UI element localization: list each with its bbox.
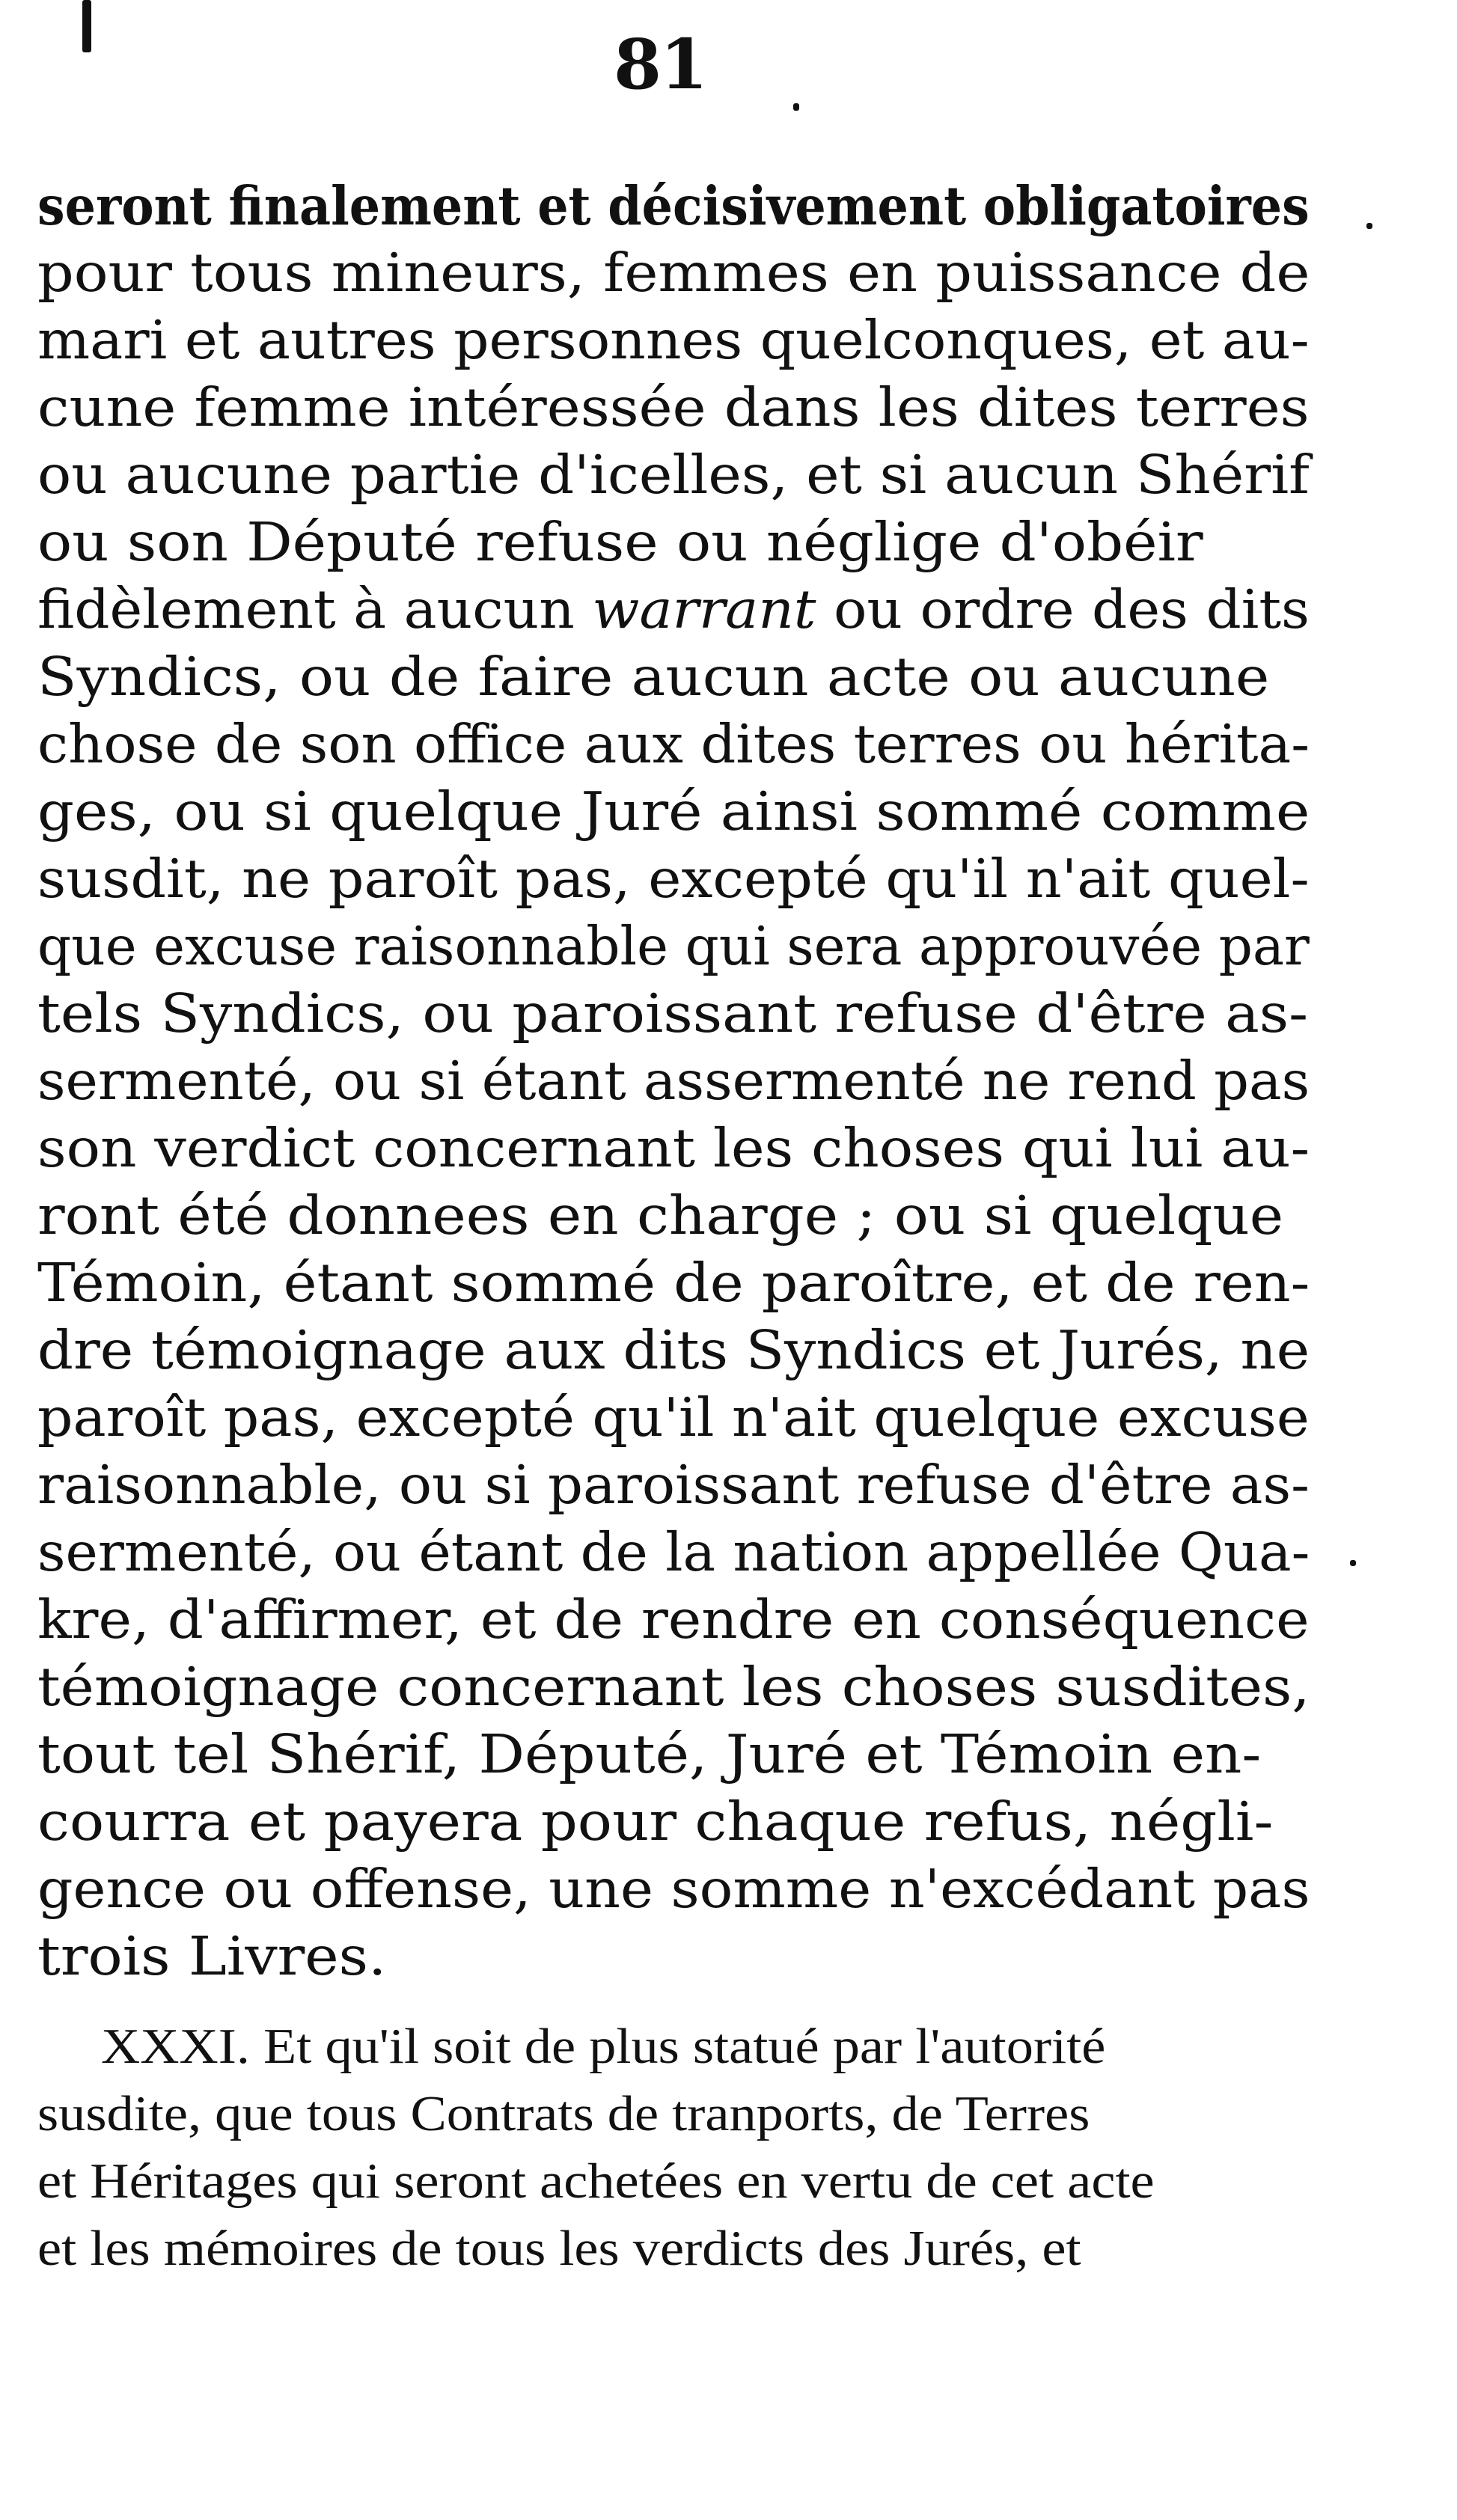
text-line: témoignage concernant les choses susdites, [37, 1656, 1310, 1718]
text-line: courra et payera pour chaque refus, négli- [37, 1790, 1274, 1853]
text-line: seront finalement et décisivement obligatoires [37, 174, 1310, 237]
text-line: ou son Député refuse ou néglige d'obéir [37, 511, 1203, 573]
text-line: ou aucune partie d'icelles, et si aucun Shérif [37, 444, 1310, 506]
page-number: 81 [614, 24, 707, 105]
text-line: kre, d'affirmer, et de rendre en conséquence [37, 1588, 1310, 1651]
text-line: ges, ou si quelque Juré ainsi sommé comme [37, 780, 1310, 842]
print-speck [1350, 1560, 1356, 1566]
italic-word: warrant [592, 578, 816, 640]
section-line: et Héritages qui seront achetées en vertu de cet acte [37, 2153, 1155, 2209]
text-line: que excuse raisonnable qui sera approuvée par [37, 915, 1310, 977]
text-line: chose de son office aux dites terres ou hérita- [37, 713, 1310, 775]
text-line: ront été donnees en charge ; ou si quelque [37, 1184, 1284, 1247]
text-line [37, 576, 1361, 643]
text-line: Témoin, étant sommé de paroître, et de ren- [37, 1252, 1310, 1314]
text-line: dre témoignage aux dits Syndics et Jurés, ne [37, 1319, 1310, 1381]
text-segment: ou ordre des dits [833, 578, 1310, 640]
text-line: raisonnable, ou si paroissant refuse d'être as- [37, 1454, 1310, 1516]
section-line: et les mémoires de tous les verdicts des Jurés, et [37, 2221, 1081, 2276]
text-line: paroît pas, excepté qu'il n'ait quelque excuse [37, 1386, 1310, 1449]
text-line: son verdict concernant les choses qui lui au- [37, 1117, 1310, 1179]
text-line: mari et autres personnes quelconques, et au- [37, 309, 1310, 371]
text-line: pour tous mineurs, femmes en puissance de [37, 242, 1310, 304]
print-speck [1366, 223, 1372, 229]
text-line: sermenté, ou étant de la nation appellée Qua- [37, 1521, 1310, 1583]
text-line: cune femme intéressée dans les dites terres [37, 376, 1310, 438]
section-line: susdite, que tous Contrats de tranports, de Terres [37, 2086, 1090, 2141]
text-segment: fidèlement à aucun [37, 578, 575, 640]
print-speck [82, 0, 91, 52]
text-line: tout tel Shérif, Député, Juré et Témoin en- [37, 1723, 1262, 1785]
print-speck [793, 103, 799, 111]
text-line: gence ou offense, une somme n'excédant pas [37, 1858, 1310, 1920]
section-line: XXXI. Et qu'il soit de plus statué par l'autorité [101, 2019, 1106, 2074]
text-line: trois Livres. [37, 1925, 387, 1987]
text-line: Syndics, ou de faire aucun acte ou aucune [37, 646, 1270, 708]
text-line: tels Syndics, ou paroissant refuse d'être as- [37, 982, 1309, 1045]
text-line: susdit, ne paroît pas, excepté qu'il n'ait quel- [37, 848, 1310, 910]
text-line: sermenté, ou si étant assermenté ne rend pas [37, 1050, 1310, 1112]
